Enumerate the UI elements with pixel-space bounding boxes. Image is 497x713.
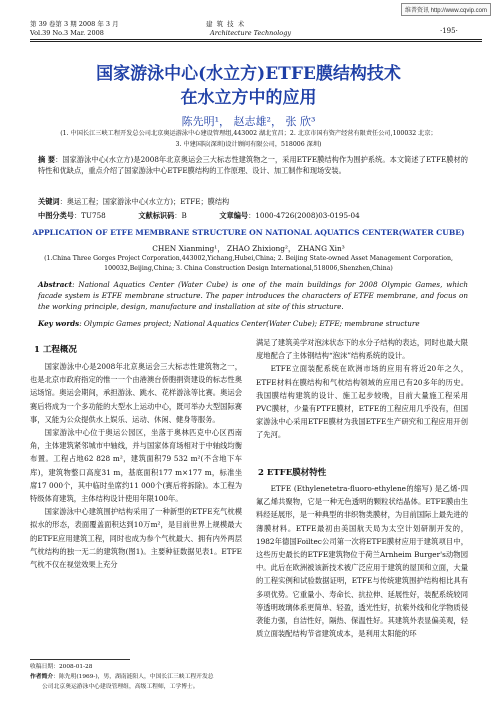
paragraph: 满足了建筑美学对泡沫状态下的水分子结构的表达，同时也最大限度地配合了主体钢结构“泡沫”结构系统的设计。 [256,338,468,361]
footnote-received: 收稿日期：2008-01-28 [30,664,93,670]
classification-line [38,210,468,221]
header-volume-en: Vol.39 No.3 Mar. 2008 [30,29,104,37]
paragraph: 国家游泳中心是2008年北京奥运会三大标志性建筑物之一，也是北京市政府指定的惟一一个由港澳台侨胞捐资建设的标志性奥运场馆。奥运会期间，承担游泳、跳水、花样游泳等比赛。奥运会赛后将成为一个多功能的大型水上运动中心，既可举办大型国际赛事，又能为公众提供水上娱乐、运动、休闲、健身等服务。 [30,362,242,424]
doc-code-value: ：B [174,211,187,220]
footnote-rule [30,659,130,660]
keywords-en [38,318,468,329]
authors-en: CHEN Xianming¹， ZHAO Zhixiong²， ZHANG Xin³ [152,244,345,253]
left-column [30,360,242,571]
header-rule-2 [30,41,482,42]
footnote-author-label: 作者简介 [30,674,54,680]
header-journal-en: Architecture Technology [210,29,292,37]
doc-code-label: 文献标识码 [138,211,175,220]
paragraph: 国家游泳中心位于奥运公园区，坐落于奥林匹克中心区西南角，主体建筑紧邻城市中轴线，并与国家体育场相对于中轴线均衡布置。工程占地62 828 m²，建筑面积79 532 m²(不含地下车库)，建筑物整口高度31 m，基底面积177 m×177 m，标准坐席17 000个，其中临时坐席约11 000个(赛后将拆除)。本工程为特级体育建筑，主体结构设计使用年限100年。 [30,428,242,504]
section-1-heading: 1 工程概况 [34,345,77,355]
right-column-top [256,336,468,442]
paragraph: ETFE (Ethylenetetra-fluoro-ethylene的缩写) 是乙烯-四氟乙烯共聚物，它是一种无色透明的颗粒状结晶体。ETFE膜由生料经延展形，是一种典型的非织物类膜材，为目前国际上最先进的薄膜材料。ETFE最初由美国航天局为太空计划研制开发的，1982年德国Foiltec公司第一次将ETFE膜材应用于建筑项目中，这些历史最长的ETFE建筑物位于荷兰Arnheim Burger's动物园中。此后在欧洲被该新技术被广泛应用于建筑的屋顶和立面，大量的工程实例和试验数据证明，ETFE与传统建筑围护结构相比具有多项优势。它重量小、寿命长、抗拉伸、延展性好，装配系统较同等透明玻璃体系更简单、轻盈，透光性好，抗紫外线和化学物质侵袭能力强，自洁性好，隔热、保温性好。其建筑外表显偏美观，轻质立面装配结构节省建筑成本，是利用太阳能的环 [256,484,468,639]
footnote-author-text: ：陈先明(1969-)，男，湖南涟阳人，中国长江三峡工程开发总 [53,674,214,680]
affiliation-en-2: 100032,Beijing,China; 3. China Construction Design International,518006,Shenzhen,China) [104,265,393,272]
abstract-en [38,279,468,312]
footnote-author [30,673,242,682]
keywords-cn-label: 关键词 [38,197,60,206]
header-journal-cn: 建 筑 技 术 [206,20,246,28]
page-number: ·195· [440,27,458,35]
affiliation-cn-1: (1. 中国长江三峡工程开发总公司北京奥运游泳中心建设管理组,443002 湖北宜昌；2. 北京市国有资产经营有限责任公司,100032 北京； [60,130,437,137]
keywords-cn-text: ：奥运工程；国家游泳中心(水立方)；ETFE；膜结构 [59,197,230,206]
affiliation-cn-2: 3. 中建国际(深圳)设计顾问有限公司，518006 深圳) [175,141,322,148]
paragraph: ETFE立面装配系统在欧洲市场的应用有将近20年之久，ETFE材料在膜结构和气枕结构领域的应用已有20多年的历史。我国膜结构建筑的设计、施工起步较晚，目前大量施工程采用PVC膜材，少量有PTFE膜材，ETFE的工程应用几乎没有，但国家游泳中心采用ETFE膜材为我国ETFE生产研究和工程应用开创了先河。 [256,364,468,440]
right-column-bottom [256,482,468,640]
title-cn-line-2: 在水立方中的应用 [180,88,317,108]
clc-value: ：TU758 [73,211,106,220]
article-no-value: ：1000-4726(2008)03-0195-04 [248,211,360,220]
abstract-cn-text: ：国家游泳中心(水立方)是2008年北京奥运会三大标志性建筑物之一，采用ETFE膜结构作为围护系统。本文简述了ETFE膜材的特性和优缺点，重点介绍了国家游泳中心ETFE膜结构的工作原理、设计、加工制作和现场安装。 [38,155,468,175]
keywords-en-label: Key words [38,319,80,328]
section-2-heading: 2 ETFE膜材特性 [258,468,327,478]
header-rule [30,39,482,40]
abstract-cn-label: 摘 要 [38,155,56,164]
abstract-cn [38,154,468,176]
footnote-author-continued: 公司北京奥运游泳中心建设管理组，高级工程师，工学博士。 [42,684,199,690]
header-volume-cn: 第 39 卷第 3 期 2008 年 3 月 [30,20,119,28]
abstract-en-label: Abstract [38,280,73,289]
keywords-cn [38,196,468,207]
paragraph: 国家游泳中心建筑围护结构采用了一种新型的ETFE充气枕模拟水的形态，表面覆盖面积达到10万m²，是目前世界上规模最大的ETFE应用建筑工程，同时也成为参个气枕最大、拥有内外两层气枕结构的独一无二的建筑物(图1)。主要种征数据见表1。ETFE气枕不仅在视觉效果上充分 [30,507,242,570]
article-no-label: 文章编号 [219,211,249,220]
authors-cn: 陈先明¹， 赵志雄²， 张 欣³ [181,115,316,128]
clc-label: 中图分类号 [38,211,74,220]
title-en: APPLICATION OF ETFE MEMBRANE STRUCTURE ON NATIONAL AQUATICS CENTER(WATER CUBE) [32,228,465,237]
title-cn-line-1: 国家游泳中心(水立方)ETFE膜结构技术 [96,64,401,84]
abstract-en-text: : National Aquatics Center (Water Cube) is one of the main buildings for 2008 Olympic Games, which facade system is ETFE membrane structure. The paper introduces the characters of ETFE membrane, and focus on the working principle, design, manufacture and installation at site of this structure. [38,280,468,311]
watermark: 维普资讯 http://www.cqvip.com [401,3,491,16]
affiliation-en-1: (1.China Three Gorges Project Corporation,443002,Yichang,Hubei,China; 2. Beijing State-owned Asset Management Corporation, [44,255,453,262]
keywords-en-text: : Olympic Games project; National Aquatics Center(Water Cube); ETFE; membrane structure [79,319,420,328]
